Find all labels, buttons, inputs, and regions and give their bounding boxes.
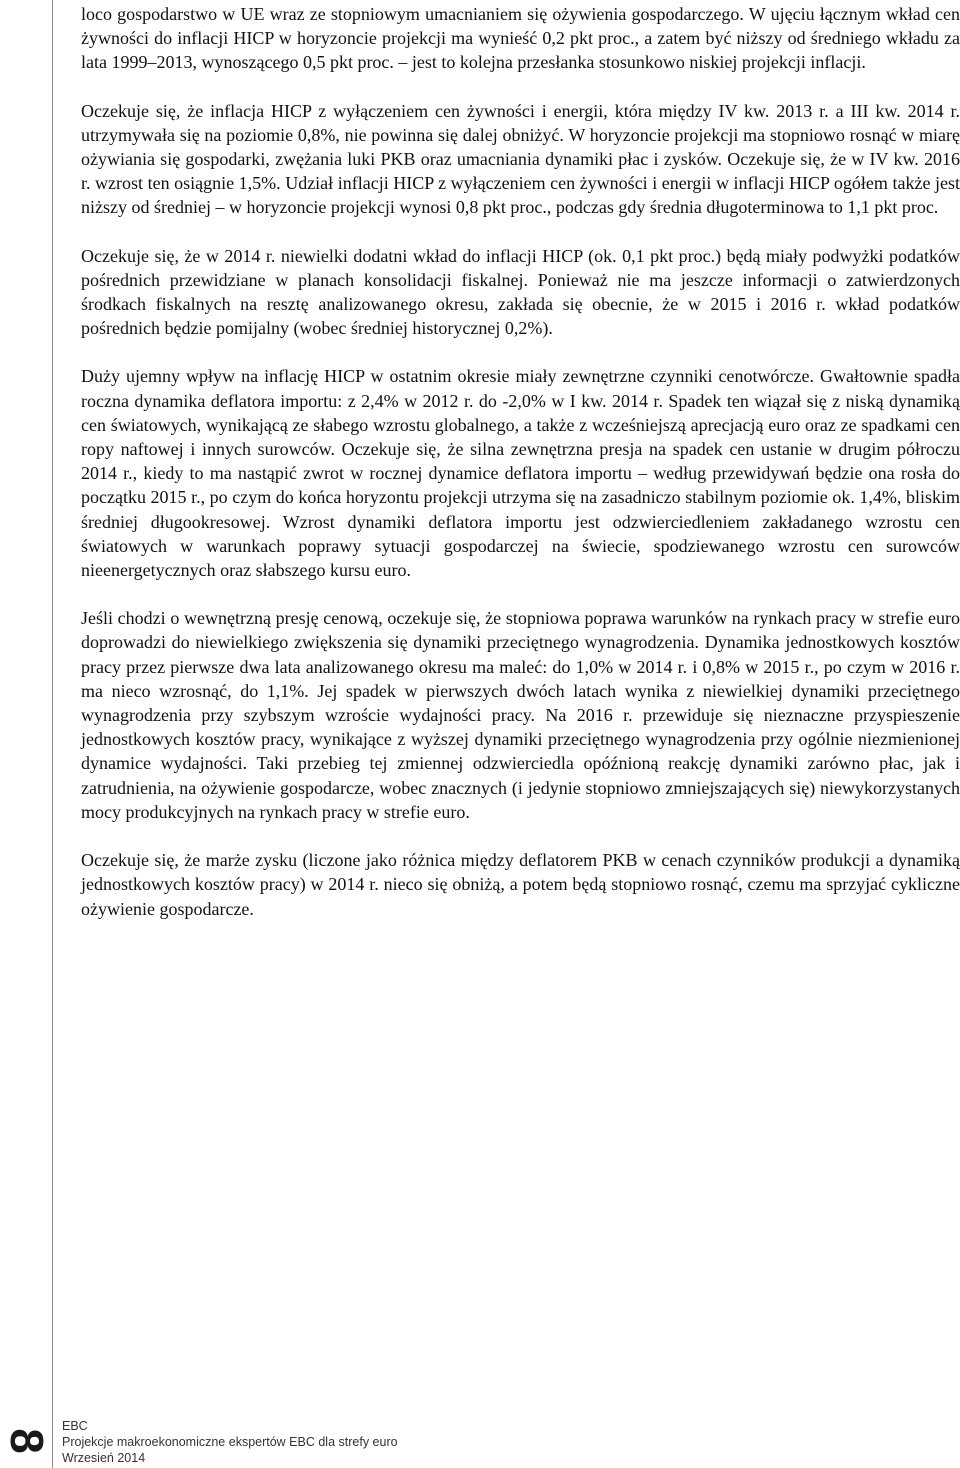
page-number: 8 [0, 1428, 53, 1454]
page-number-area [0, 1414, 53, 1468]
footer-date: Wrzesień 2014 [62, 1451, 146, 1465]
paragraph-2: Oczekuje się, że inflacja HICP z wyłączeniem cen żywności i energii, która między IV kw. 2013 r. a III kw. 2014 r. utrzymywała się na poziomie 0,8%, nie powinna się dalej obniżyć. W horyzoncie projekcji ma stopniowo rosnąć w miarę ożywiania się gospodarki, zwężania luki PKB oraz umacniania dynamiki płac i zysków. Oczekuje się, że w IV kw. 2016 r. wzrost ten osiągnie 1,5%. Udział inflacji HICP z wyłączeniem cen żywności i energii w inflacji HICP ogółem także jest niższy od średniej – w horyzoncie projekcji wynosi 0,8 pkt proc., podczas gdy średnia długoterminowa to 1,1 pkt proc. [81, 100, 960, 218]
footer-publication-title: Projekcje makroekonomiczne ekspertów EBC dla strefy euro [62, 1435, 398, 1449]
paragraph-4: Duży ujemny wpływ na inflację HICP w ostatnim okresie miały zewnętrzne czynniki cenotwórcze. Gwałtownie spadła roczna dynamika deflatora importu: z 2,4% w 2012 r. do -2,0% w I kw. 2014 r. Spadek ten wiązał się z niską dynamiką cen światowych, wynikającą ze słabego wzrostu globalnego, a także z wcześniejszą aprecjacją euro oraz ze spadkami cen ropy naftowej i innych surowców. Oczekuje się, że silna zewnętrzna presja na spadek cen ustanie w drugim półroczu 2014 r., kiedy to ma nastąpić zwrot w rocznej dynamice deflatora importu – według przewidywań będzie ona rosła do początku 2015 r., po czym do końca horyzontu projekcji utrzyma się na zasadniczo stabilnym poziomie ok. 1,4%, bliskim średniej długookresowej. Wzrost dynamiki deflatora importu jest odzwierciedleniem zakładanego wzrostu cen światowych w warunkach poprawy sytuacji gospodarczej na świecie, spodziewanego wzrostu cen surowców nieenergetycznych oraz słabszego kursu euro. [81, 366, 960, 581]
paragraph-3: Oczekuje się, że w 2014 r. niewielki dodatni wkład do inflacji HICP (ok. 0,1 pkt proc.) będą miały podwyżki podatków pośrednich przewidziane w planach konsolidacji fiskalnej. Ponieważ nie ma jeszcze informacji o zatwierdzonych środkach fiskalnych na resztę analizowanego okresu, zakłada się obecnie, że w 2015 i 2016 r. wkład podatków pośrednich będzie pomijalny (wobec średniej historycznej 0,2%). [81, 245, 960, 339]
page-footer [62, 1418, 398, 1466]
footer-institution: EBC [62, 1419, 88, 1433]
paragraph-5: Jeśli chodzi o wewnętrzną presję cenową, oczekuje się, że stopniowa poprawa warunków na rynkach pracy w strefie euro doprowadzi do niewielkiego zwiększenia się dynamiki przeciętnego wynagrodzenia. Dynamika jednostkowych kosztów pracy przez pierwsze dwa lata analizowanego okresu ma maleć: do 1,0% w 2014 r. i 0,8% w 2015 r., po czym w 2016 r. ma nieco wzrosnąć, do 1,1%. Jej spadek w pierwszych dwóch latach wynika z niewielkiej dynamiki przeciętnego wynagrodzenia przy szybszym wzroście wydajności pracy. Na 2016 r. przewiduje się nieznaczne przyspieszenie jednostkowych kosztów pracy, wynikające z wyższej dynamiki przeciętnego wynagrodzenia przy ogólnie niezmienionej dynamice wydajności. Taki przebieg tej zmiennej odzwierciedla opóźnioną reakcję dynamiki zarówno płac, jak i zatrudnienia, na ożywienie gospodarcze, wobec znacznych (i jedynie stopniowo zmniejszających się) niewykorzystanych mocy produkcyjnych na rynkach pracy w strefie euro. [81, 608, 960, 822]
margin-rule [52, 0, 53, 1468]
paragraph-1: loco gospodarstwo w UE wraz ze stopniowym umacnianiem się ożywienia gospodarczego. W ujęciu łącznym wkład cen żywności do inflacji HICP w horyzoncie projekcji ma wynieść 0,2 pkt proc., a zatem być niższy od średniego wkładu za lata 1999–2013, wynoszącego 0,5 pkt proc. – jest to kolejna przesłanka stosunkowo niskiej projekcji inflacji. [81, 4, 960, 73]
paragraph-6: Oczekuje się, że marże zysku (liczone jako różnica między deflatorem PKB w cenach czynników produkcji a dynamiką jednostkowych kosztów pracy) w 2014 r. nieco się obniżą, a potem będą stopniowo rosnąć, czemu ma sprzyjać cykliczne ożywienie gospodarcze. [81, 850, 960, 919]
body-text [81, 2, 960, 945]
